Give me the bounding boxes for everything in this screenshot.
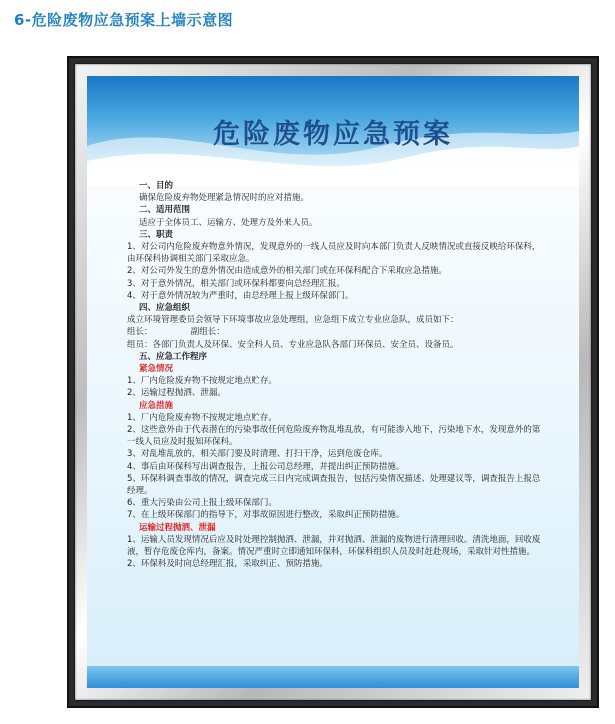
board-title: 危险废物应急预案: [213, 119, 453, 150]
text-line: 7、在上级环保部门的指导下，对事故原因进行整改，采取纠正预防措施。: [127, 510, 405, 521]
section-heading: 二、适用范围: [139, 205, 191, 216]
text-line: 2、环保科及时向总经理汇报，采取纠正、预防措施。: [127, 559, 328, 570]
text-line: 6、重大污染由公司上报上级环保部门。: [127, 498, 277, 509]
plan-content: [113, 180, 547, 571]
text-line: 5、环保科调查事故的情况，调查完成三日内完成调查报告，包括污染情况描述、处理建议等，调查报告上报总经理。: [127, 473, 541, 497]
text-line: 1、运输人员发现情况后应及时处理控制抛洒、泄漏，并对抛洒、泄漏的废物进行清理回收。清洗地面，回收废液，暂存危废仓库内，备案。情况严重时立即通知环保科，环保科组织人员及时赶赴现场，采取针对性措施。: [127, 534, 541, 558]
section-heading: 一、目的: [139, 181, 174, 191]
text-line: 3、对乱堆乱放的，相关部门要及时清理、打扫干净，运到危废仓库。: [127, 449, 388, 460]
subsection-heading: 应急措施: [139, 400, 174, 411]
text-line: 1、对公司内危险废弃物意外情况，发现意外的一线人员应及时向本部门负责人反映情况或直接反映给环保科，由环保科协调相关部门采取应急。: [127, 242, 541, 265]
text-line: 组员：各部门负责人及环保、安全科人员、专业应急队各部门环保员、安全员、设备员。: [127, 339, 459, 350]
text-line: 4、事后由环保科写出调查报告，上报公司总经理，并提出纠正预防措施。: [127, 461, 405, 472]
subsection-heading: 紧急情况: [139, 364, 174, 375]
text-line: 2、对公司外发生的意外情况由造成意外的相关部门或在环保科配合下采取应急措施。: [127, 266, 447, 277]
poster-frame: [67, 56, 599, 708]
text-line: 确保危险废弃物处理紧急情况时的应对措施。: [139, 193, 310, 204]
subsection-heading: 运输过程抛洒、泄漏: [139, 522, 216, 533]
poster-board: [87, 76, 579, 688]
section-heading: 五、应急工作程序: [139, 351, 208, 362]
text-line: 组长： 副组长：: [127, 327, 225, 338]
section-heading: 四、应急组织: [139, 303, 191, 314]
text-line: 适应于全体员工、运输方、处理方及外来人员。: [139, 217, 318, 228]
text-line: 成立环境管理委员会领导下环境事故应急处理组，应急组下成立专业应急队，成员如下：: [127, 315, 459, 326]
text-line: 2、这些意外由于代表潜在的污染事故任何危险废弃物乱堆乱放，有可能渗入地下，污染地下水，发现意外的第一线人员应及时报知环保科。: [127, 425, 541, 448]
board-footer-bar: [87, 666, 579, 688]
text-line: 3、对于意外情况，相关部门或环保科都要向总经理汇报。: [127, 278, 345, 289]
text-line: 2、运输过程抛洒、泄漏。: [127, 388, 226, 399]
silver-border: [75, 64, 591, 700]
text-line: 1、厂内危险废弃物不按规定地点贮存。: [127, 376, 277, 387]
text-line: 1、厂内危险废弃物不按规定地点贮存。: [127, 412, 277, 423]
section-heading: 三、职责: [139, 229, 174, 240]
text-line: 4、对于意外情况较为严重时，由总经理上报上级环保部门。: [127, 290, 354, 301]
page-heading: 6-危险废物应急预案上墙示意图: [14, 11, 234, 29]
